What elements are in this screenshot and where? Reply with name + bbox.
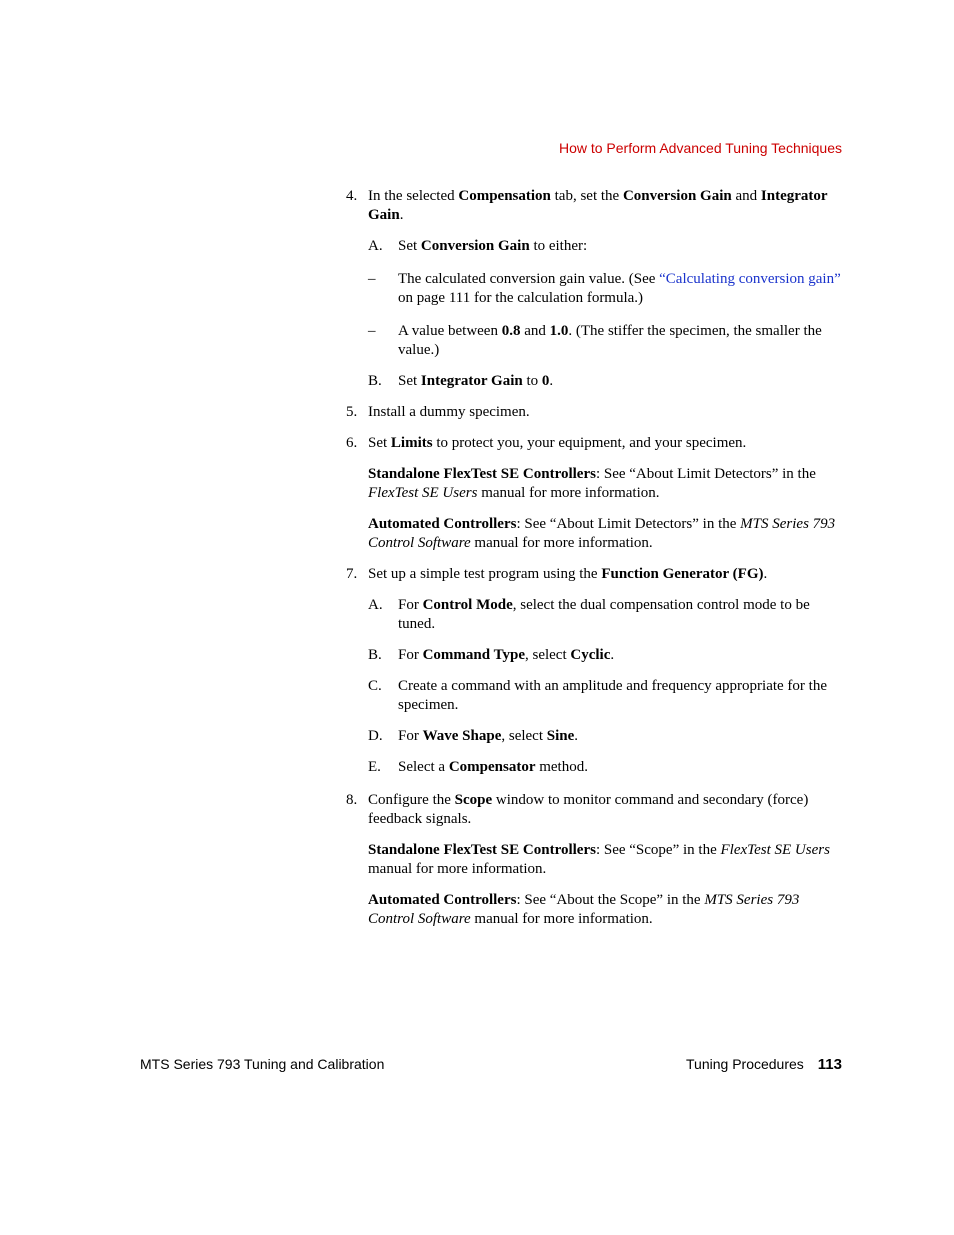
step-5: 5. Install a dummy specimen. xyxy=(346,404,530,420)
running-header: How to Perform Advanced Tuning Techniques xyxy=(558,140,842,156)
step-7-c: C. Create a command with an amplitude and frequency appropriate for the specimen. xyxy=(368,678,827,713)
step-4: 4. In the selected Compensation tab, set the Conversion Gain and Integrator Gain. xyxy=(346,188,828,223)
page-footer xyxy=(140,1056,842,1076)
step-6-note-standalone: Standalone FlexTest SE Controllers: See “About Limit Detectors” in the FlexTest SE Users manual for more information. xyxy=(368,466,816,501)
step-number: 8. xyxy=(346,792,358,808)
step-7-e: E. Select a Compensator method. xyxy=(368,759,588,775)
step-4-a: A. Set Conversion Gain to either: xyxy=(368,238,588,254)
step-4-b: B. Set Integrator Gain to 0. xyxy=(368,373,554,389)
step-4-a-option-2: – A value between 0.8 and 1.0. (The stiffer the specimen, the smaller the value.) xyxy=(368,323,822,358)
step-7: 7. Set up a simple test program using the Function Generator (FG). xyxy=(346,566,768,582)
step-8-note-automated: Automated Controllers: See “About the Scope” in the MTS Series 793 Control Software manual for more information. xyxy=(368,892,800,927)
step-7-b: B. For Command Type, select Cyclic. xyxy=(368,647,615,663)
step-number: 7. xyxy=(346,566,358,582)
step-8-note-standalone: Standalone FlexTest SE Controllers: See “Scope” in the FlexTest SE Users manual for more information. xyxy=(368,842,830,877)
step-number: 4. xyxy=(346,188,358,204)
footer-section-name: Tuning Procedures xyxy=(686,1056,804,1072)
footer-section xyxy=(686,1056,842,1073)
step-7-a: A. For Control Mode, select the dual compensation control mode to be tuned. xyxy=(368,597,810,632)
cross-reference-link[interactable]: “Calculating conversion gain” xyxy=(659,271,841,287)
procedure-content xyxy=(342,187,842,929)
page-number: 113 xyxy=(817,1056,842,1073)
step-6-note-automated: Automated Controllers: See “About Limit Detectors” in the MTS Series 793 Control Software manual for more information. xyxy=(368,516,836,551)
step-6: 6. Set Limits to protect you, your equipment, and your specimen. xyxy=(346,435,747,451)
footer-manual-title: MTS Series 793 Tuning and Calibration xyxy=(140,1056,385,1072)
step-7-d: D. For Wave Shape, select Sine. xyxy=(368,728,579,744)
step-number: 6. xyxy=(346,435,358,451)
step-number: 5. xyxy=(346,404,358,420)
step-8: 8. Configure the Scope window to monitor command and secondary (force) feedback signals. xyxy=(346,792,809,827)
step-4-a-option-1: – The calculated conversion gain value. (See “Calculating conversion gain” on page 111 for the calculation formula.) xyxy=(368,271,841,306)
